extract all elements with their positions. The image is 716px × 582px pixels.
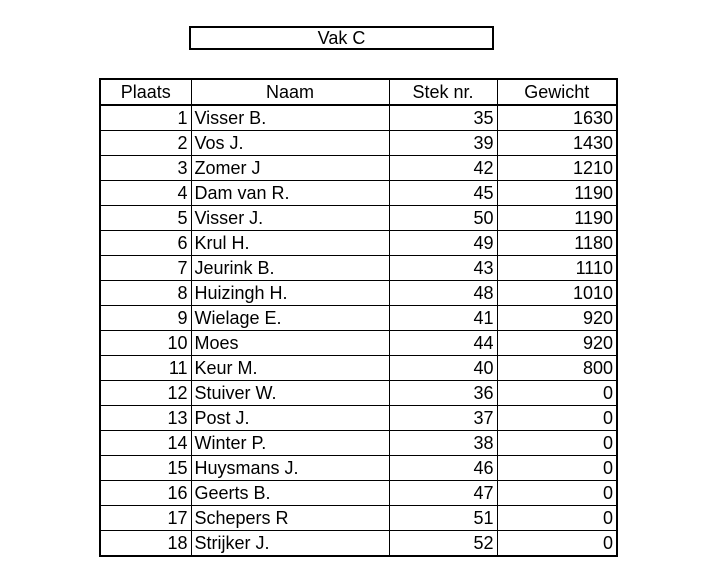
table-row <box>100 406 617 431</box>
cell-plaats: 7 <box>100 256 191 281</box>
cell-gewicht: 800 <box>497 356 617 381</box>
cell-naam: Vos J. <box>191 131 389 156</box>
cell-plaats: 2 <box>100 131 191 156</box>
cell-stek: 37 <box>389 406 497 431</box>
cell-naam: Jeurink B. <box>191 256 389 281</box>
cell-naam: Huysmans J. <box>191 456 389 481</box>
header-stek: Stek nr. <box>389 79 497 105</box>
cell-naam: Geerts B. <box>191 481 389 506</box>
cell-stek: 39 <box>389 131 497 156</box>
table-row <box>100 381 617 406</box>
cell-naam: Schepers R <box>191 506 389 531</box>
cell-gewicht: 0 <box>497 506 617 531</box>
results-table <box>99 78 618 557</box>
cell-naam: Moes <box>191 331 389 356</box>
header-row <box>100 79 617 105</box>
cell-stek: 50 <box>389 206 497 231</box>
cell-gewicht: 1180 <box>497 231 617 256</box>
table-row <box>100 105 617 131</box>
cell-gewicht: 920 <box>497 331 617 356</box>
cell-stek: 47 <box>389 481 497 506</box>
table-row <box>100 431 617 456</box>
cell-naam: Stuiver W. <box>191 381 389 406</box>
cell-gewicht: 0 <box>497 531 617 557</box>
cell-stek: 42 <box>389 156 497 181</box>
cell-plaats: 13 <box>100 406 191 431</box>
cell-stek: 51 <box>389 506 497 531</box>
cell-naam: Zomer J <box>191 156 389 181</box>
cell-gewicht: 0 <box>497 406 617 431</box>
cell-plaats: 12 <box>100 381 191 406</box>
cell-gewicht: 1630 <box>497 105 617 131</box>
cell-stek: 40 <box>389 356 497 381</box>
cell-gewicht: 1190 <box>497 206 617 231</box>
cell-gewicht: 0 <box>497 481 617 506</box>
cell-stek: 45 <box>389 181 497 206</box>
cell-plaats: 8 <box>100 281 191 306</box>
cell-stek: 48 <box>389 281 497 306</box>
cell-plaats: 3 <box>100 156 191 181</box>
cell-stek: 35 <box>389 105 497 131</box>
cell-stek: 52 <box>389 531 497 557</box>
cell-plaats: 15 <box>100 456 191 481</box>
cell-plaats: 4 <box>100 181 191 206</box>
cell-stek: 44 <box>389 331 497 356</box>
table-row <box>100 481 617 506</box>
table-row <box>100 506 617 531</box>
table-row <box>100 306 617 331</box>
cell-gewicht: 920 <box>497 306 617 331</box>
cell-plaats: 16 <box>100 481 191 506</box>
table-row <box>100 231 617 256</box>
cell-gewicht: 1190 <box>497 181 617 206</box>
cell-gewicht: 1210 <box>497 156 617 181</box>
cell-gewicht: 1430 <box>497 131 617 156</box>
cell-plaats: 10 <box>100 331 191 356</box>
cell-naam: Post J. <box>191 406 389 431</box>
cell-plaats: 14 <box>100 431 191 456</box>
cell-stek: 41 <box>389 306 497 331</box>
cell-naam: Visser B. <box>191 105 389 131</box>
cell-gewicht: 0 <box>497 456 617 481</box>
cell-plaats: 9 <box>100 306 191 331</box>
table-body <box>100 105 617 556</box>
cell-plaats: 6 <box>100 231 191 256</box>
cell-plaats: 18 <box>100 531 191 557</box>
cell-stek: 49 <box>389 231 497 256</box>
cell-naam: Dam van R. <box>191 181 389 206</box>
cell-plaats: 5 <box>100 206 191 231</box>
cell-plaats: 1 <box>100 105 191 131</box>
header-naam: Naam <box>191 79 389 105</box>
cell-naam: Huizingh H. <box>191 281 389 306</box>
table-row <box>100 156 617 181</box>
cell-gewicht: 0 <box>497 431 617 456</box>
cell-naam: Krul H. <box>191 231 389 256</box>
table-row <box>100 531 617 557</box>
cell-naam: Wielage E. <box>191 306 389 331</box>
table-row <box>100 356 617 381</box>
cell-gewicht: 1110 <box>497 256 617 281</box>
cell-plaats: 17 <box>100 506 191 531</box>
cell-naam: Winter P. <box>191 431 389 456</box>
header-gewicht: Gewicht <box>497 79 617 105</box>
table-row <box>100 331 617 356</box>
table-row <box>100 256 617 281</box>
cell-naam: Keur M. <box>191 356 389 381</box>
cell-gewicht: 0 <box>497 381 617 406</box>
cell-stek: 43 <box>389 256 497 281</box>
cell-plaats: 11 <box>100 356 191 381</box>
cell-stek: 38 <box>389 431 497 456</box>
cell-gewicht: 1010 <box>497 281 617 306</box>
table-row <box>100 281 617 306</box>
table-row <box>100 131 617 156</box>
cell-naam: Visser J. <box>191 206 389 231</box>
cell-stek: 46 <box>389 456 497 481</box>
title-label: Vak C <box>317 27 366 48</box>
cell-naam: Strijker J. <box>191 531 389 557</box>
header-plaats: Plaats <box>100 79 191 105</box>
table-row <box>100 456 617 481</box>
page-title <box>189 26 494 50</box>
cell-stek: 36 <box>389 381 497 406</box>
table-row <box>100 206 617 231</box>
table-row <box>100 181 617 206</box>
